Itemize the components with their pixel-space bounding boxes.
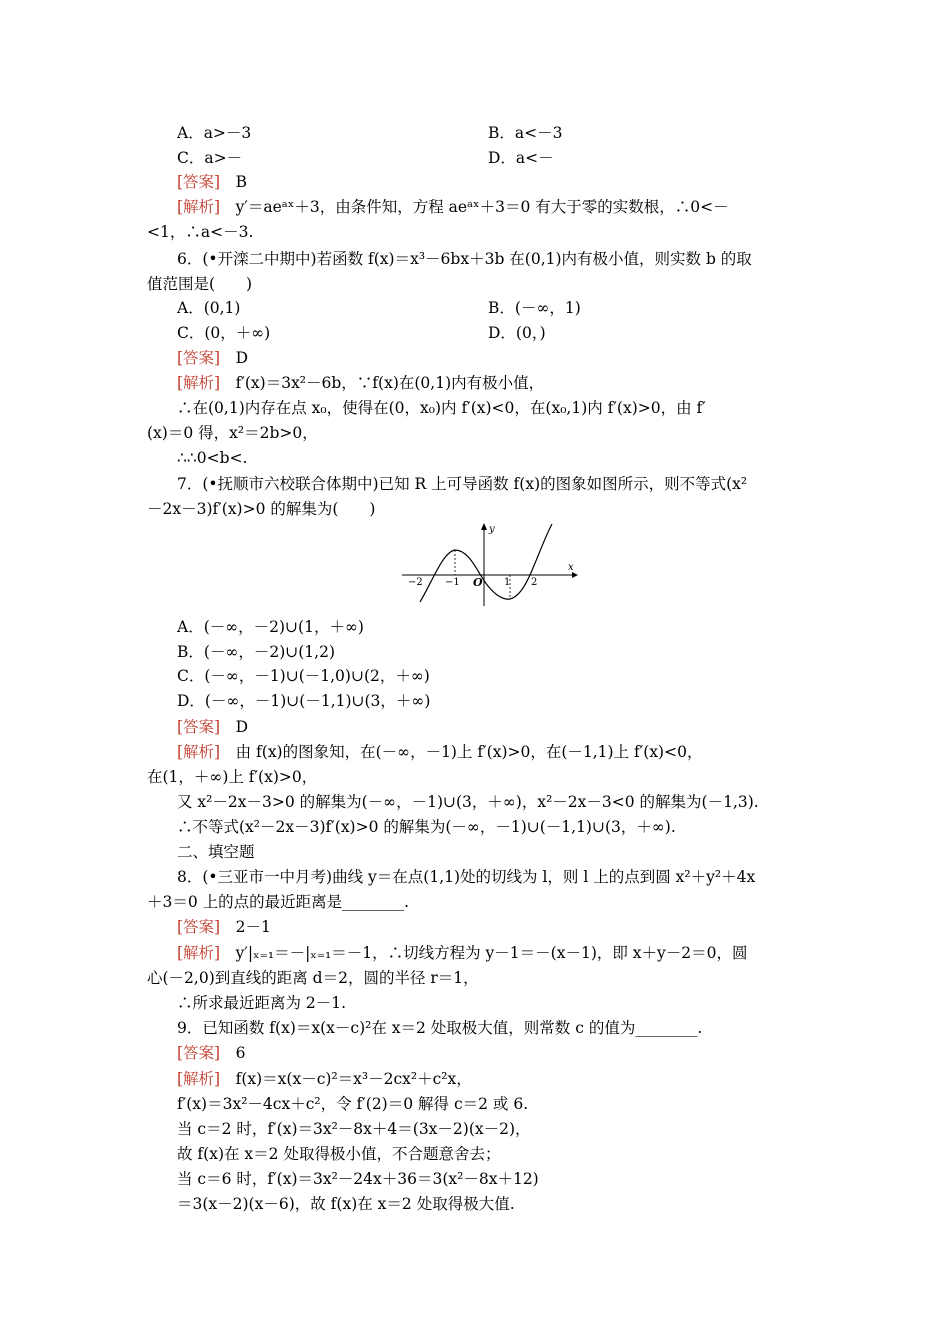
- function-graph: [400, 522, 580, 608]
- q7-explanation-2: 在(1，＋∞)上 f′(x)>0，: [147, 768, 318, 786]
- q5-option-b: B．a<－3: [488, 124, 563, 142]
- q8-explanation-1: [177, 942, 817, 964]
- q6-explanation-3: (x)＝0 得，x²＝2b>0，: [147, 424, 318, 442]
- answer-text: D: [220, 718, 249, 736]
- q6-option-d: D．(0，): [488, 324, 546, 342]
- y-axis-label: y: [489, 524, 495, 535]
- q7-explanation-4: ∴不等式(x²－2x－3)f′(x)>0 的解集为(－∞，－1)∪(－1,1)∪(3，＋∞).: [177, 818, 676, 836]
- explanation-label: [解析]: [177, 944, 221, 962]
- answer-label: [答案]: [177, 918, 221, 936]
- q5-options-row-1: [177, 122, 817, 144]
- q6-option-a: A．(0,1): [177, 299, 241, 317]
- q5-answer: [177, 171, 817, 193]
- tick-label-1: 1: [504, 577, 511, 588]
- q7-option-a: A．(－∞，－2)∪(1，＋∞): [177, 618, 364, 636]
- q7-option-b: B．(－∞，－2)∪(1,2): [177, 643, 335, 661]
- explanation-text: f(x)＝x(x－c)²＝x³－2cx²＋c²x，: [220, 1070, 472, 1088]
- q5-option-d: D．a<－: [488, 149, 554, 167]
- q9-stem: 9．已知函数 f(x)＝x(x－c)²在 x＝2 处取极大值，则常数 c 的值为________.: [177, 1019, 703, 1037]
- q5-options-row-2: [177, 147, 817, 169]
- q6-explanation-2: ∴在(0,1)内存在点 x₀，使得在(0，x₀)内 f′(x)<0，在(x₀,1)内 f′(x)>0，由 f′: [177, 399, 706, 417]
- section-heading: 二、填空题: [177, 843, 255, 861]
- q6-option-b: B．(－∞，1): [488, 299, 581, 317]
- answer-text: B: [220, 173, 247, 191]
- answer-label: [答案]: [177, 349, 221, 367]
- tick-label-neg2: −2: [408, 577, 423, 588]
- q8-stem-1: 8．(•三亚市一中月考)曲线 y＝在点(1,1)处的切线为 l，则 l 上的点到圆 x²＋y²＋4x: [177, 868, 756, 886]
- explanation-text: 由 f(x)的图象知，在(－∞，－1)上 f′(x)>0，在(－1,1)上 f′(x)<0，: [220, 743, 703, 761]
- q5-option-a: A．a>－3: [177, 124, 252, 142]
- answer-text: 6: [220, 1044, 246, 1062]
- answer-label: [答案]: [177, 718, 221, 736]
- q6-options-row-2: [177, 322, 817, 344]
- q7-answer: [177, 716, 817, 738]
- explanation-label: [解析]: [177, 1070, 221, 1088]
- q9-explanation-2: f′(x)＝3x²－4cx＋c²，令 f′(2)＝0 解得 c＝2 或 6.: [177, 1095, 529, 1113]
- origin-label: O: [473, 576, 483, 589]
- answer-label: [答案]: [177, 173, 221, 191]
- tick-label-neg1: −1: [445, 577, 460, 588]
- q6-stem-1: 6．(•开滦二中期中)若函数 f(x)＝x³－6bx＋3b 在(0,1)内有极小值，则实数 b 的取: [177, 250, 752, 268]
- explanation-text: y′|ₓ₌₁＝－|ₓ₌₁＝－1，∴切线方程为 y－1＝－(x－1)，即 x＋y－2＝0，圆: [220, 944, 748, 962]
- q8-explanation-2: 心(－2,0)到直线的距离 d＝2，圆的半径 r＝1，: [147, 969, 479, 987]
- q7-explanation-1: [177, 741, 817, 763]
- answer-label: [答案]: [177, 1044, 221, 1062]
- q9-answer: [177, 1042, 817, 1064]
- q6-options-row-1: [177, 297, 817, 319]
- q8-stem-2: ＋3＝0 上的点的最近距离是________.: [147, 893, 410, 911]
- q9-explanation-5: 当 c＝6 时，f′(x)＝3x²－24x＋36＝3(x²－8x＋12): [177, 1170, 539, 1188]
- q9-explanation-3: 当 c＝2 时，f′(x)＝3x²－8x＋4＝(3x－2)(x－2)，: [177, 1120, 531, 1138]
- q7-explanation-3: 又 x²－2x－3>0 的解集为(－∞，－1)∪(3，＋∞)，x²－2x－3<0 的解集为(－1,3).: [177, 793, 759, 811]
- answer-text: D: [220, 349, 249, 367]
- explanation-text: f′(x)＝3x²－6b，∵f(x)在(0,1)内有极小值，: [220, 374, 545, 392]
- q8-answer: [177, 916, 817, 938]
- q9-explanation-1: [177, 1068, 817, 1090]
- q9-explanation-4: 故 f(x)在 x＝2 处取得极小值，不合题意舍去；: [177, 1145, 501, 1163]
- explanation-label: [解析]: [177, 743, 221, 761]
- explanation-text: y′＝aeᵃˣ＋3，由条件知，方程 aeᵃˣ＋3＝0 有大于零的实数根，∴0<－: [220, 198, 729, 216]
- q6-stem-2: 值范围是( ): [147, 275, 253, 293]
- q5-explanation-1: [177, 196, 817, 218]
- q8-explanation-3: ∴所求最近距离为 2－1.: [177, 994, 347, 1012]
- q9-explanation-6: ＝3(x－2)(x－6)，故 f(x)在 x＝2 处取得极大值.: [177, 1195, 515, 1213]
- y-axis-arrow: [481, 523, 487, 530]
- x-axis-label: x: [568, 562, 574, 573]
- function-curve: [420, 524, 552, 602]
- q7-option-d: D．(－∞，－1)∪(－1,1)∪(3，＋∞): [177, 692, 431, 710]
- tick-label-2: 2: [531, 577, 538, 588]
- q6-option-c: C．(0，＋∞): [177, 324, 271, 342]
- q7-stem-1: 7．(•抚顺市六校联合体期中)已知 R 上可导函数 f(x)的图象如图所示，则不等式(x²: [177, 475, 748, 493]
- q7-stem-2: －2x－3)f′(x)>0 的解集为( ): [147, 500, 376, 518]
- q5-option-c: C．a>－: [177, 149, 243, 167]
- q6-explanation-4: ∴∴0<b<.: [177, 449, 248, 467]
- explanation-label: [解析]: [177, 374, 221, 392]
- answer-text: 2－1: [220, 918, 271, 936]
- explanation-label: [解析]: [177, 198, 221, 216]
- q6-answer: [177, 347, 817, 369]
- q6-explanation-1: [177, 372, 817, 394]
- q7-option-c: C．(－∞，－1)∪(－1,0)∪(2，＋∞): [177, 667, 430, 685]
- q5-explanation-2: <1，∴a<－3.: [147, 223, 254, 241]
